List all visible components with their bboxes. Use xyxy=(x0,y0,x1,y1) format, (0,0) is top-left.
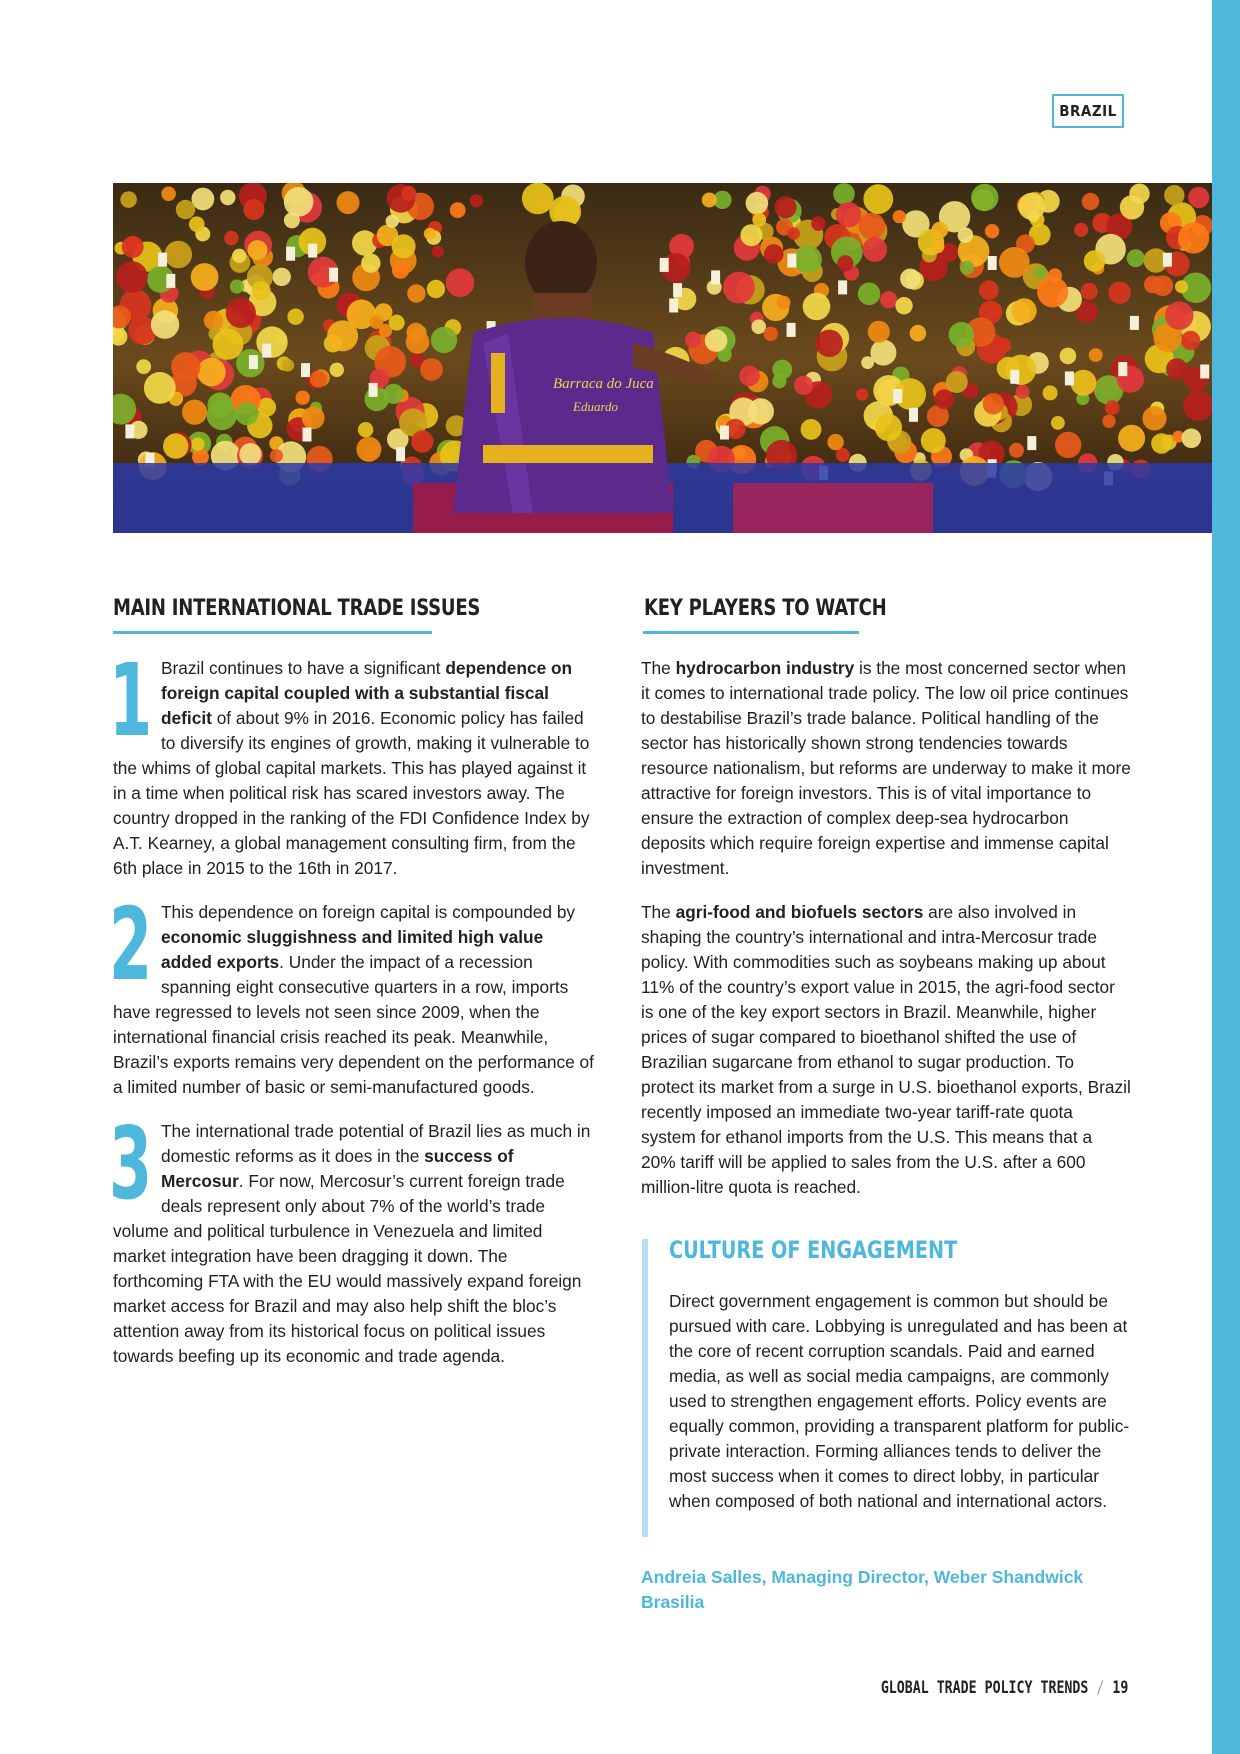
issue-number: 2 xyxy=(109,886,153,1003)
right-section-title: KEY PLAYERS TO WATCH xyxy=(644,596,887,621)
text: . Under the impact of a recession spanning eight consecutive quarters in a row, imports have regressed to levels not seen since 2009, when the international financial crisis reached its peak. Meanwhile, Brazil’s exports remains very dependent on the performance of a limited number of basic or semi-manufactured goods. xyxy=(113,952,594,1097)
country-tag: BRAZIL xyxy=(1052,94,1124,128)
issue-2 xyxy=(109,886,597,1100)
hydrocarbon-paragraph xyxy=(641,656,1131,881)
svg-text:Eduardo: Eduardo xyxy=(573,399,619,414)
text: Brazil continues to have a significant xyxy=(161,658,446,678)
engagement-body: Direct government engagement is common but should be pursued with care. Lobbying is unregulated and has been at the core of recent corruption scandals. Paid and earned media, as well as social media campaigns, are commonly used to strengthen engagement efforts. Policy events are equally common, providing a transparent platform for public-private interaction. Forming alliances tends to deliver the most success when it comes to direct lobby, in particular when composed of both national and international actors. xyxy=(669,1291,1130,1511)
emphasis: agri-food and biofuels sectors xyxy=(675,902,924,922)
page-number: 19 xyxy=(1112,1678,1128,1698)
agrifood-paragraph xyxy=(641,900,1131,1200)
text: . For now, Mercosur’s current foreign trade deals represent only about 7% of the world’s trade volume and political turbulence in Venezuela and limited market integration have been dragging it down. The forthcoming FTA with the EU would massively expand foreign market access for Brazil and may also help shift the bloc’s attention away from its historical focus on political issues towards beefing up its economic and trade agenda. xyxy=(113,1171,582,1366)
text: The international trade potential of Brazil lies as much in domestic reforms as it does in the xyxy=(161,1121,591,1166)
engagement-title: CULTURE OF ENGAGEMENT xyxy=(669,1236,958,1264)
emphasis: hydrocarbon industry xyxy=(675,658,855,678)
right-column xyxy=(641,656,1131,1200)
text: This dependence on foreign capital is compounded by xyxy=(161,902,576,922)
issue-number: 3 xyxy=(109,1105,153,1222)
left-title-underline xyxy=(113,631,432,634)
text: The xyxy=(641,902,676,922)
footer-separator: / xyxy=(1096,1678,1105,1698)
engagement-quote-bar xyxy=(642,1239,648,1537)
text: The xyxy=(641,658,676,678)
emphasis: economic sluggishness and limited high value added exports xyxy=(161,927,544,972)
text: of about 9% in 2016. Economic policy has failed to diversify its engines of growth, making it vulnerable to the whims of global capital markets. This has played against it in a time when political risk has scared investors away. The country dropped in the ranking of the FDI Confidence Index by A.T. Kearney, a global management consulting firm, from the 6th place in 2015 to the 16th in 2017. xyxy=(113,708,590,878)
hero-photo-market-stall xyxy=(113,183,1212,533)
text: is the most concerned sector when it comes to international trade policy. The low oil price continues to destabilise Brazil’s trade balance. Political handling of the sector has historically shown strong tendencies towards resource nationalism, but reforms are underway to make it more attractive for foreign investors. This is of vital importance to ensure the extraction of complex deep-sea hydrocarbon deposits which require foreign expertise and immense capital investment. xyxy=(641,658,1131,878)
right-title-underline xyxy=(643,631,859,634)
emphasis: dependence on foreign capital coupled with a substantial fiscal deficit xyxy=(161,658,573,728)
text: are also involved in shaping the country’s international and intra-Mercosur trade policy. With commodities such as soybeans making up about 11% of the country’s export value in 2015, the agri-food sector is one of the key export sectors in Brazil. Meanwhile, higher prices of sugar compared to bioethanol shifted the use of Brazilian sugarcane from ethanol to sugar production. To protect its market from a surge in U.S. bioethanol exports, Brazil recently imposed an immediate two-year tariff-rate quota system for ethanol imports from the U.S. This means that a 20% tariff will be applied to sales from the U.S. after a 600 million-litre quota is reached. xyxy=(641,902,1131,1197)
publication-name: GLOBAL TRADE POLICY TRENDS xyxy=(880,1678,1089,1698)
page-footer xyxy=(880,1678,1128,1698)
side-accent-bar xyxy=(1212,0,1240,1754)
svg-text:Barraca do Juca: Barraca do Juca xyxy=(553,376,654,392)
issue-3 xyxy=(109,1105,597,1369)
issue-number: 1 xyxy=(109,642,153,759)
left-section-title: MAIN INTERNATIONAL TRADE ISSUES xyxy=(113,596,481,621)
engagement-attribution: Andreia Salles, Managing Director, Weber Shandwick Brasilia xyxy=(641,1567,1084,1612)
left-column xyxy=(109,642,597,1369)
issue-1 xyxy=(109,642,597,881)
emphasis: success of Mercosur xyxy=(161,1146,514,1191)
